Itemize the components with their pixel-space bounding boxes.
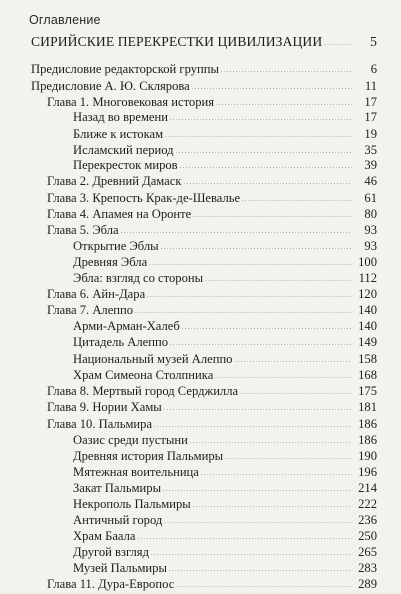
toc-entry-page-number: 140 xyxy=(358,319,377,333)
dot-leader xyxy=(161,239,352,256)
toc-entry-title: Эбла: взгляд со стороны xyxy=(73,271,204,285)
toc-entry-title: Глава 8. Мертвый город Серджилла xyxy=(47,384,239,398)
toc-entry-page-number: 168 xyxy=(358,368,377,382)
toc-entry xyxy=(31,62,377,79)
toc-entry-title: Античный город xyxy=(73,513,163,527)
dot-leader xyxy=(176,577,352,594)
toc-entry-page-number: 236 xyxy=(358,513,377,527)
toc-entry-title: Оазис среди пустыни xyxy=(73,433,188,447)
dot-leader xyxy=(240,384,352,401)
toc-entry-page-number: 100 xyxy=(358,255,377,269)
dot-leader xyxy=(170,110,352,127)
toc-entry-title: Цитадель Алеппо xyxy=(73,335,169,349)
toc-entry xyxy=(47,223,377,240)
toc-entry xyxy=(47,384,377,401)
toc-entry-title: Храм Баала xyxy=(73,529,136,543)
toc-entry-page-number: 61 xyxy=(364,191,377,205)
toc-entry xyxy=(47,400,377,417)
toc-entry xyxy=(73,127,377,144)
toc-entry-title: Перекресток миров xyxy=(73,158,178,172)
toc-entry xyxy=(73,481,377,498)
toc-entry-page-number: 158 xyxy=(358,352,377,366)
toc-entry-page-number: 140 xyxy=(358,303,377,317)
toc-entry xyxy=(73,449,377,466)
dot-leader xyxy=(192,79,352,96)
dot-leader xyxy=(164,513,352,530)
toc-entry-title: Музей Пальмиры xyxy=(73,561,167,575)
toc-entry-page-number: 222 xyxy=(358,497,377,511)
toc-entry-title: Некрополь Пальмиры xyxy=(73,497,191,511)
toc-entry xyxy=(47,174,377,191)
toc-entry xyxy=(73,368,377,385)
dot-leader xyxy=(135,303,352,320)
toc-entry-title: Предисловие редакторской группы xyxy=(31,62,219,76)
toc-entry xyxy=(73,239,377,256)
dot-leader xyxy=(170,335,352,352)
toc-entry-page-number: 11 xyxy=(364,79,377,93)
toc-entry-page-number: 17 xyxy=(364,95,377,109)
toc-entry xyxy=(47,287,377,304)
dot-leader xyxy=(169,561,352,578)
dot-leader xyxy=(225,449,352,466)
toc-entry-page-number: 214 xyxy=(358,481,377,495)
toc-entry xyxy=(47,207,377,224)
toc-heading: Оглавление xyxy=(29,13,101,27)
toc-entry-page-number: 186 xyxy=(358,417,377,431)
dot-leader xyxy=(324,34,352,52)
toc-entry xyxy=(47,577,377,594)
toc-entry-title: Национальный музей Алеппо xyxy=(73,352,233,366)
toc-entry-title: Глава 1. Многовековая история xyxy=(47,95,215,109)
toc-entry-page-number: 80 xyxy=(364,207,377,221)
toc-entry xyxy=(73,352,377,369)
dot-leader xyxy=(193,497,352,514)
dot-leader xyxy=(215,368,352,385)
toc-entry-page-number: 112 xyxy=(358,271,377,285)
toc-entry xyxy=(31,34,377,52)
dot-leader xyxy=(165,127,352,144)
toc-entry-title: Глава 6. Айн-Дара xyxy=(47,287,146,301)
toc-entry-title: Открытие Эблы xyxy=(73,239,159,253)
toc-entry xyxy=(47,191,377,208)
toc-entry xyxy=(73,561,377,578)
dot-leader xyxy=(138,529,353,546)
toc-entry-page-number: 6 xyxy=(370,62,377,76)
toc-entry-page-number: 17 xyxy=(364,110,377,124)
dot-leader xyxy=(201,465,352,482)
toc-entry xyxy=(73,158,377,175)
dot-leader xyxy=(234,352,352,369)
toc-entry-page-number: 93 xyxy=(364,239,377,253)
toc-entry xyxy=(47,417,377,434)
toc-entry-page-number: 175 xyxy=(358,384,377,398)
toc-entry-title: Исламский период xyxy=(73,143,174,157)
dot-leader xyxy=(121,223,352,240)
toc-entry xyxy=(73,110,377,127)
toc-entry-page-number: 283 xyxy=(358,561,377,575)
toc-entry-page-number: 196 xyxy=(358,465,377,479)
toc-entry-page-number: 250 xyxy=(358,529,377,543)
dot-leader xyxy=(163,481,352,498)
dot-leader xyxy=(180,158,352,175)
toc-entry xyxy=(73,271,377,288)
toc-entry-title: Глава 2. Древний Дамаск xyxy=(47,174,182,188)
toc-entry-title: Предисловие А. Ю. Склярова xyxy=(31,79,190,93)
dot-leader xyxy=(147,287,352,304)
toc-entry-title: Глава 11. Дура-Европос xyxy=(47,577,175,591)
dot-leader xyxy=(149,255,352,272)
toc-entry-title: Назад во времени xyxy=(73,110,168,124)
toc-entry-title: Ближе к истокам xyxy=(73,127,164,141)
toc-entry-title: Древняя история Пальмиры xyxy=(73,449,224,463)
toc-entry-page-number: 265 xyxy=(358,545,377,559)
toc-entry-page-number: 93 xyxy=(364,223,377,237)
toc-entry-page-number: 35 xyxy=(364,143,377,157)
toc-entry xyxy=(73,529,377,546)
toc-entry-page-number: 120 xyxy=(358,287,377,301)
toc-entry-page-number: 149 xyxy=(358,335,377,349)
toc-entry-page-number: 289 xyxy=(358,577,377,591)
dot-leader xyxy=(154,417,352,434)
dot-leader xyxy=(151,545,352,562)
toc-entry-title: Закат Пальмиры xyxy=(73,481,162,495)
toc-entry xyxy=(73,513,377,530)
toc-entry-title: Глава 10. Пальмира xyxy=(47,417,153,431)
toc-entry xyxy=(47,303,377,320)
toc-entry xyxy=(73,497,377,514)
toc-entry-title: Глава 9. Нории Хамы xyxy=(47,400,162,414)
toc-entry-title: Мятежная воительница xyxy=(73,465,199,479)
dot-leader xyxy=(242,191,352,208)
dot-leader xyxy=(221,62,352,79)
dot-leader xyxy=(164,400,352,417)
toc-entry xyxy=(31,79,377,96)
toc-entry xyxy=(73,465,377,482)
toc-entry-title: Глава 4. Апамея на Оронте xyxy=(47,207,192,221)
toc-entry-title: СИРИЙСКИЕ ПЕРЕКРЕСТКИ ЦИВИЛИЗАЦИИ xyxy=(31,34,323,49)
dot-leader xyxy=(193,207,352,224)
toc-entry-page-number: 5 xyxy=(370,34,377,49)
toc-entry-title: Глава 5. Эбла xyxy=(47,223,119,237)
dot-leader xyxy=(205,271,352,288)
toc-entry-page-number: 190 xyxy=(358,449,377,463)
toc-entry xyxy=(73,255,377,272)
dot-leader xyxy=(183,174,352,191)
toc-entry-title: Храм Симеона Столпника xyxy=(73,368,214,382)
toc-entry-page-number: 39 xyxy=(364,158,377,172)
toc-entry xyxy=(73,319,377,336)
toc-entry xyxy=(73,433,377,450)
dot-leader xyxy=(190,433,352,450)
toc-entry xyxy=(73,545,377,562)
toc-entry-page-number: 19 xyxy=(364,127,377,141)
toc-entry xyxy=(73,335,377,352)
toc-entry-page-number: 181 xyxy=(358,400,377,414)
toc-entry-title: Глава 7. Алеппо xyxy=(47,303,134,317)
toc-entry-page-number: 46 xyxy=(364,174,377,188)
toc-entry-title: Глава 3. Крепость Крак-де-Шевалье xyxy=(47,191,241,205)
toc-entry-title: Древняя Эбла xyxy=(73,255,148,269)
dot-leader xyxy=(182,319,352,336)
toc-entry-title: Другой взгляд xyxy=(73,545,149,559)
toc-entry-title: Арми-Арман-Халеб xyxy=(73,319,180,333)
toc-entry-page-number: 186 xyxy=(358,433,377,447)
